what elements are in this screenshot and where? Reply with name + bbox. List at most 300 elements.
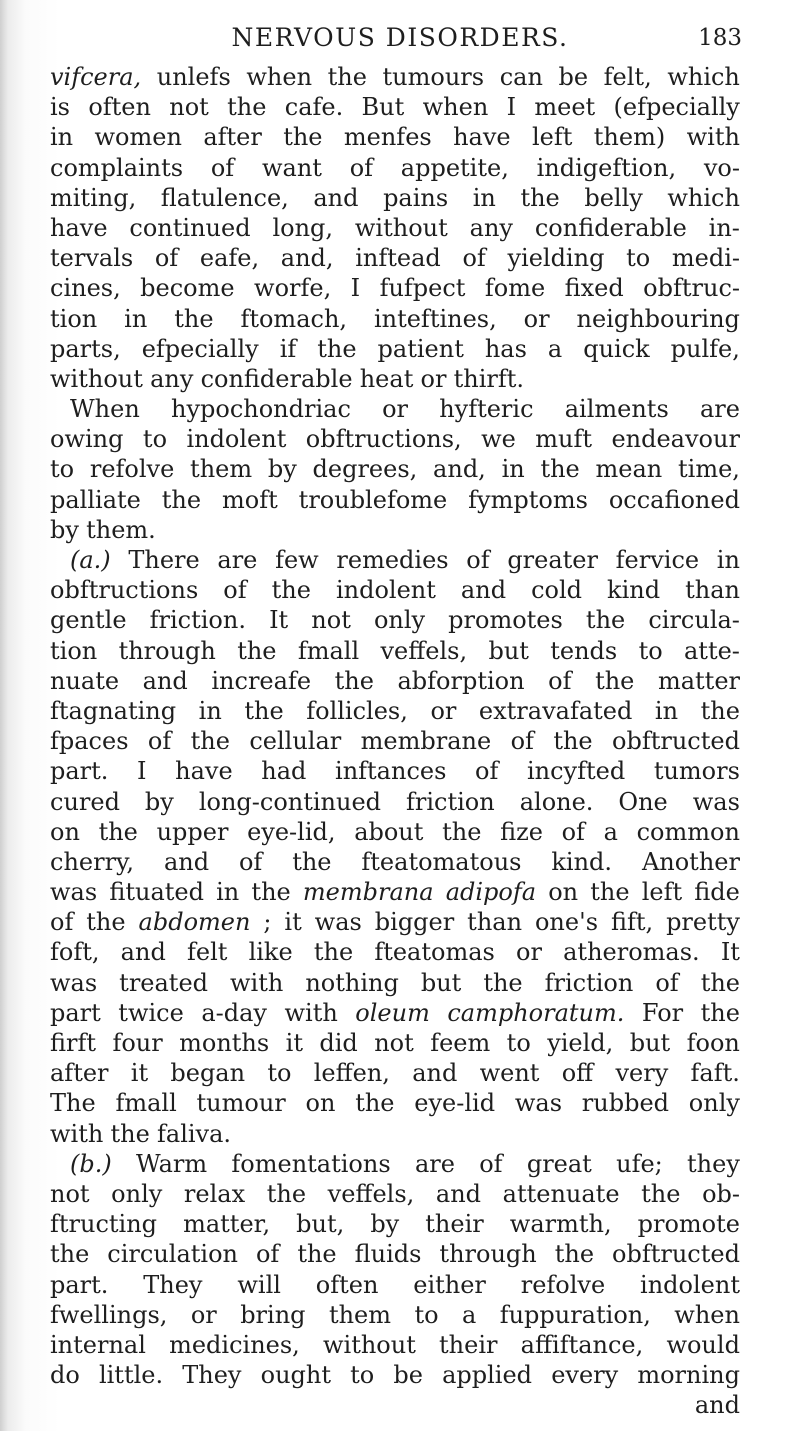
word: like	[248, 938, 293, 967]
word: and	[412, 1059, 458, 1088]
word: often	[88, 93, 151, 122]
text-line	[50, 334, 740, 364]
text-line	[50, 92, 740, 122]
word: the	[297, 1240, 337, 1269]
word: occafioned	[608, 485, 740, 514]
word: not	[169, 93, 209, 122]
text-line	[50, 1270, 740, 1300]
word: and	[460, 576, 507, 605]
word: It	[720, 938, 740, 967]
word: but	[488, 636, 529, 665]
word: off	[561, 1059, 594, 1088]
text-line	[50, 454, 740, 484]
word: but	[420, 968, 462, 997]
word: the	[700, 998, 740, 1027]
word: only	[688, 1089, 740, 1118]
word: (a.)	[70, 546, 111, 574]
text-line	[50, 1330, 740, 1360]
word: obftruc-	[643, 274, 740, 303]
word: them	[328, 1300, 392, 1329]
word: firft	[50, 1029, 97, 1057]
word: went	[479, 1059, 540, 1088]
word: internal	[50, 1330, 146, 1359]
word: efpecially	[141, 334, 259, 363]
word: hyfteric	[439, 395, 534, 424]
word: the	[317, 334, 357, 363]
word: be	[393, 1361, 423, 1390]
word: tion	[50, 304, 98, 333]
word: to	[350, 1361, 375, 1390]
text-line	[50, 877, 740, 907]
word: their	[439, 1330, 498, 1359]
word: the	[554, 1240, 595, 1269]
word: attenuate	[502, 1179, 620, 1208]
word: increafe	[211, 666, 312, 695]
word: the	[98, 817, 138, 846]
text-line	[50, 1390, 740, 1420]
word: are	[414, 1149, 455, 1178]
word: greater	[507, 546, 598, 574]
word: of	[210, 153, 235, 182]
word: the	[355, 1089, 395, 1118]
word: are	[217, 546, 258, 574]
word: the	[190, 727, 230, 756]
text-line	[50, 998, 740, 1028]
word: rubbed	[581, 1089, 670, 1118]
page-header	[40, 16, 760, 60]
text-line	[50, 213, 740, 243]
word: pains	[383, 183, 449, 212]
text-line	[50, 304, 740, 334]
word: tervals	[50, 244, 134, 273]
word: fmall	[297, 636, 360, 665]
text-line	[50, 605, 740, 635]
word: of	[238, 847, 263, 876]
word: muft	[535, 425, 593, 454]
word: heat	[359, 364, 414, 393]
word: oleum	[355, 998, 430, 1027]
word: fuppuration,	[499, 1300, 651, 1329]
word: parts,	[50, 334, 121, 363]
text-line	[50, 666, 740, 696]
word: of	[223, 576, 247, 605]
text-line	[50, 1028, 740, 1058]
word: appetite,	[400, 153, 509, 182]
word: on	[548, 878, 579, 907]
word: gentle	[50, 606, 127, 635]
word: friction.	[149, 606, 246, 635]
word: and	[694, 1391, 740, 1420]
word: indolent	[640, 1270, 740, 1299]
word: quick	[583, 334, 650, 363]
word: indigeftion,	[536, 153, 677, 182]
word: to	[626, 244, 651, 273]
word: inteftines,	[373, 304, 497, 333]
word: than	[685, 576, 740, 605]
word: of	[50, 908, 74, 937]
text-line	[50, 787, 740, 817]
word: I	[506, 93, 517, 122]
word: the	[334, 666, 374, 695]
word: tends	[550, 636, 618, 665]
word: through	[439, 1240, 537, 1269]
word: fymptoms	[468, 485, 588, 514]
word: and,	[280, 244, 334, 273]
word: in-	[708, 213, 740, 242]
word: owing	[50, 425, 124, 454]
word: matter	[657, 666, 740, 695]
word: of	[479, 1149, 503, 1178]
word: felt,	[603, 63, 652, 91]
text-line	[50, 485, 740, 515]
word: four	[112, 1029, 163, 1057]
word: meet	[534, 93, 596, 122]
word: of	[466, 546, 490, 574]
word: to	[414, 1300, 439, 1329]
word: by	[50, 515, 79, 544]
word: tumors	[653, 757, 740, 786]
word: hypochondriac	[170, 395, 351, 424]
text-line	[50, 726, 740, 756]
word: or	[523, 304, 550, 333]
word: great	[526, 1149, 592, 1178]
word: treated	[119, 968, 209, 997]
running-title: NERVOUS DISORDERS.	[231, 23, 569, 52]
word: fwellings,	[50, 1300, 168, 1329]
word: fufpect	[379, 274, 466, 303]
word: long,	[272, 213, 334, 242]
word: few	[275, 546, 319, 574]
word: ailments	[564, 395, 669, 424]
word: (efpecially	[613, 93, 740, 122]
word: unlefs	[156, 63, 231, 91]
word: with	[284, 998, 338, 1027]
word: they	[687, 1149, 740, 1178]
word: felt	[186, 938, 228, 967]
text-line	[50, 575, 740, 605]
word: veffels,	[380, 636, 468, 665]
text-line	[50, 817, 740, 847]
word: part.	[50, 757, 109, 786]
word: friction	[406, 787, 495, 816]
word: the	[86, 908, 126, 937]
word: For	[641, 998, 684, 1027]
text-line	[50, 696, 740, 726]
word: fome	[484, 274, 546, 303]
word: abdomen	[138, 908, 251, 937]
word: continued	[129, 213, 251, 242]
word: was	[514, 1089, 563, 1118]
word: I	[350, 274, 361, 303]
text-line	[50, 1119, 740, 1149]
word: and	[435, 1179, 482, 1208]
word: was	[50, 878, 98, 907]
word: to	[142, 425, 168, 454]
word: complaints	[50, 153, 184, 182]
word: affiftance,	[520, 1330, 644, 1359]
word: common	[636, 817, 740, 846]
word: promote	[637, 1210, 740, 1239]
word: in	[216, 878, 240, 907]
word: was	[692, 787, 740, 816]
word: the	[540, 455, 580, 484]
word: often	[315, 1270, 379, 1299]
word: feem	[430, 1029, 491, 1057]
word: endeavour	[611, 425, 740, 454]
word: fide	[694, 878, 740, 907]
word: confiderable	[534, 213, 687, 242]
word: to	[638, 636, 663, 665]
word: the	[327, 63, 367, 91]
word: fervice	[615, 546, 700, 574]
text-line	[50, 545, 740, 575]
text-line	[50, 937, 740, 967]
word: on	[50, 817, 80, 846]
word: yield,	[547, 1029, 614, 1057]
word: about	[354, 817, 424, 846]
word: circula-	[648, 606, 740, 635]
word: degrees,	[312, 455, 418, 484]
word: obftructions,	[305, 425, 462, 454]
word: or	[420, 364, 447, 393]
body-text	[50, 62, 740, 1420]
text-line	[50, 424, 740, 454]
word: a	[547, 334, 563, 363]
word: fpaces	[50, 727, 129, 756]
word: women	[94, 123, 182, 152]
word: flatulence,	[160, 183, 289, 212]
word: the	[244, 696, 284, 725]
word: fteatomas	[374, 938, 495, 967]
word: moft	[222, 485, 278, 514]
word: foft,	[50, 938, 100, 967]
word: in	[198, 696, 222, 725]
word: which	[667, 183, 740, 212]
word: ftructing	[50, 1210, 158, 1239]
word: nothing	[305, 968, 399, 997]
word: fize	[500, 817, 543, 846]
word: would	[666, 1330, 740, 1359]
word: not	[311, 606, 351, 635]
word: have	[50, 213, 108, 242]
word: They	[143, 1270, 203, 1299]
word: part	[50, 998, 101, 1027]
word: cherry,	[50, 847, 135, 876]
word: remedies	[336, 546, 449, 574]
text-line	[50, 1300, 740, 1330]
text-line	[50, 364, 740, 394]
word: of	[255, 1240, 280, 1269]
word: of	[154, 244, 179, 273]
word: Warm	[136, 1149, 208, 1178]
word: medi-	[671, 244, 740, 273]
word: upper	[156, 817, 229, 846]
word: the	[283, 123, 323, 152]
word: to	[50, 455, 75, 484]
word: palliate	[50, 485, 141, 514]
word: by	[370, 1210, 400, 1239]
word: either	[413, 1270, 486, 1299]
word: with	[50, 1119, 104, 1148]
word: the	[442, 817, 482, 846]
word: in	[716, 546, 740, 574]
word: only	[111, 1179, 163, 1208]
word: only	[373, 606, 426, 635]
word: a	[461, 1300, 477, 1329]
word: the	[50, 1240, 90, 1269]
word: months	[179, 1029, 270, 1057]
word: refolve	[520, 1270, 606, 1299]
word: miting,	[50, 183, 137, 212]
word: a-day	[201, 998, 267, 1027]
word: when	[674, 1300, 740, 1329]
word: pulfe,	[670, 334, 740, 363]
word: belly	[584, 183, 643, 212]
word: can	[499, 63, 543, 91]
word: of	[147, 727, 172, 756]
text-line	[50, 968, 740, 998]
word: eye-lid,	[247, 817, 336, 846]
word: the	[700, 696, 740, 725]
word: I	[137, 757, 147, 786]
word: incyfted	[526, 757, 626, 786]
word: camphoratum.	[447, 998, 625, 1027]
word: the	[237, 636, 277, 665]
word: pretty	[666, 908, 740, 937]
word: time,	[678, 455, 740, 484]
word: troublefome	[298, 485, 448, 514]
word: them)	[593, 123, 666, 152]
text-line	[50, 1239, 740, 1269]
word: indolent	[186, 425, 287, 454]
word: by	[144, 787, 174, 816]
word: or	[382, 395, 408, 424]
word: the	[271, 576, 311, 605]
word: without	[322, 1330, 416, 1359]
word: in	[472, 183, 496, 212]
word: want	[261, 153, 322, 182]
word: tion	[50, 636, 98, 665]
word: ob-	[702, 1179, 740, 1208]
word: kind	[607, 576, 661, 605]
word: and	[163, 847, 210, 876]
word: It	[269, 606, 289, 635]
word: with	[230, 968, 284, 997]
word: vifcera,	[50, 63, 142, 91]
word: foon	[686, 1029, 740, 1057]
word: matter,	[183, 1210, 271, 1239]
word: of	[561, 817, 585, 846]
word: bring	[240, 1300, 306, 1329]
word: one's	[534, 908, 599, 937]
word: cold	[531, 576, 583, 605]
word: on	[305, 1089, 336, 1118]
text-line	[50, 515, 740, 545]
word: faliva.	[157, 1119, 232, 1148]
word: the	[700, 968, 740, 997]
word: ftagnating	[50, 696, 177, 725]
word: kind.	[551, 847, 613, 876]
word: it	[285, 1029, 303, 1057]
word: a	[603, 817, 618, 846]
word: or	[430, 696, 457, 725]
word: alone.	[519, 787, 594, 816]
word: in	[124, 304, 148, 333]
word: be	[558, 63, 589, 91]
word: the	[110, 1119, 150, 1148]
word: little.	[98, 1361, 164, 1390]
word: any	[469, 213, 513, 242]
word: with	[686, 123, 740, 152]
word: it	[284, 908, 302, 937]
word: than	[467, 908, 523, 937]
word: of	[475, 757, 499, 786]
word: vo-	[703, 153, 740, 182]
word: not	[50, 1179, 90, 1208]
word: or	[516, 938, 542, 967]
text-line	[50, 273, 740, 303]
word: menfes	[343, 123, 432, 152]
word: in	[654, 696, 679, 725]
page-number: 183	[698, 25, 742, 51]
word: fixed	[564, 274, 624, 303]
word: of	[548, 666, 572, 695]
word: applied	[442, 1361, 533, 1390]
word: will	[237, 1270, 281, 1299]
word: was	[50, 968, 98, 997]
text-line	[50, 1088, 740, 1118]
word: and	[313, 183, 359, 212]
word: part.	[50, 1270, 109, 1299]
word: in	[50, 123, 74, 152]
word: do	[50, 1361, 80, 1390]
word: and	[120, 938, 166, 967]
word: The	[50, 1089, 96, 1118]
word: worfe,	[254, 274, 332, 303]
word: the	[174, 304, 214, 333]
word: has	[484, 334, 527, 363]
word: morning	[637, 1361, 740, 1390]
word: the	[520, 183, 560, 212]
word: neighbouring	[576, 304, 740, 333]
word: cines,	[50, 274, 121, 303]
word: their	[425, 1210, 484, 1239]
word: and,	[433, 455, 486, 484]
word: but,	[296, 1210, 345, 1239]
word: yielding	[507, 244, 605, 273]
word: of	[462, 244, 486, 273]
word: When	[70, 395, 140, 424]
word: nuate	[50, 666, 120, 695]
word: bigger	[374, 908, 455, 937]
word: obftructions	[50, 576, 199, 605]
word: the	[483, 968, 523, 997]
word: cured	[50, 787, 120, 816]
text-line	[50, 1209, 740, 1239]
word: veffels,	[327, 1179, 415, 1208]
word: tumours	[382, 63, 485, 91]
word: left	[532, 123, 573, 152]
text-line	[50, 183, 740, 213]
word: if	[279, 334, 297, 363]
word: ;	[263, 908, 272, 937]
word: leffen,	[313, 1059, 390, 1088]
word: it	[130, 1059, 149, 1088]
word: which	[667, 63, 740, 91]
word: we	[481, 425, 516, 454]
word: the	[266, 1179, 307, 1208]
word: cafe.	[284, 93, 344, 122]
